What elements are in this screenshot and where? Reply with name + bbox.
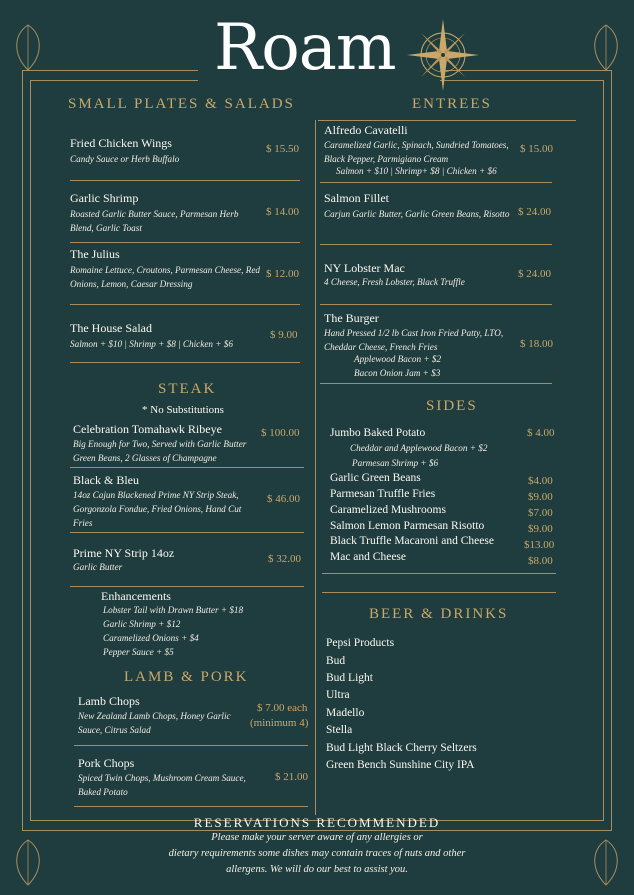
side-price: $ 4.00 [527,427,555,439]
footer-note: allergens. We will do our best to assist you. [226,864,408,875]
drink-item: Ultra [326,689,350,701]
item-price-note: (minimum 4) [250,717,309,729]
side-price: $4.00 [528,475,553,487]
item-description: Spiced Twin Chops, Mushroom Cream Sauce, Baked Potato [78,773,246,797]
steak-note: * No Substitutions [142,404,224,416]
item-name: The Julius [70,247,120,261]
drink-item: Madello [326,707,365,719]
divider [70,532,304,533]
leaf-ornament-icon [8,20,48,75]
drink-item: Bud [326,655,346,667]
drink-item: Pepsi Products [326,637,395,649]
drink-item: Bud Light [326,672,373,684]
item-description: New Zealand Lamb Chops, Honey Garlic Sauce, Citrus Salad [78,711,231,735]
item-description: Salmon + $10 | Shrimp + $8 | Chicken + $6 [70,339,233,349]
divider [70,467,304,468]
side-name: Black Truffle Macaroni and Cheese [330,535,494,547]
divider [70,242,300,243]
item-name: Alfredo Cavatelli [324,123,408,137]
item-price: $ 24.00 [518,268,551,280]
section-title-steak: STEAK [158,381,217,397]
item-description: Big Enough for Two, Served with Garlic Butter Green Beans, 2 Glasses of Champagne [73,439,247,463]
item-description: Hand Pressed 1/2 lb Cast Iron Fried Patty, LTO, Cheddar Cheese, French Fries [324,328,504,352]
side-price: $13.00 [524,539,555,551]
item-description: Candy Sauce or Herb Buffalo [70,154,180,164]
item-name: The Burger [324,311,379,325]
item-name: Fried Chicken Wings [70,136,172,150]
item-description: Roasted Garlic Butter Sauce, Parmesan Herb Blend, Garlic Toast [70,209,239,233]
divider [320,182,552,183]
item-price: $ 100.00 [261,427,300,439]
item-description: Romaine Lettuce, Croutons, Parmesan Cheese, Red Onions, Lemon, Caesar Dressing [70,265,261,289]
side-name: Mac and Cheese [330,551,406,563]
item-price: $ 32.00 [268,553,301,565]
side-name: Garlic Green Beans [330,472,421,484]
enhancement-line: Lobster Tail with Drawn Butter + $18 [103,605,244,615]
drink-item: Stella [326,724,353,736]
footer-title: RESERVATIONS RECOMMENDED [193,815,441,830]
side-price: $7.00 [528,507,553,519]
item-price: $ 46.00 [267,493,300,505]
item-name: NY Lobster Mac [324,261,405,275]
side-option: Cheddar and Applewood Bacon + $2 [350,443,488,453]
divider [320,383,552,384]
leaf-ornament-icon [8,835,48,890]
item-description: Carjun Garlic Butter, Garlic Green Beans, Risotto [324,209,510,219]
divider [322,573,556,574]
side-price: $8.00 [528,555,553,567]
item-name: Lamb Chops [78,694,140,708]
enhancement-line: Pepper Sauce + $5 [103,647,174,657]
item-addon: Applewood Bacon + $2 [354,354,442,364]
enhancement-line: Garlic Shrimp + $12 [103,619,181,629]
item-price: $ 21.00 [275,771,308,783]
drink-item: Green Bench Sunshine City IPA [326,759,475,771]
item-price: $ 24.00 [518,206,551,218]
side-price: $9.00 [528,491,553,503]
divider [320,244,552,245]
brand-logo: Roam [214,11,396,85]
side-price: $9.00 [528,523,553,535]
item-price: $ 15.50 [266,143,299,155]
section-title-entrees: ENTREES [412,96,492,112]
item-description: Caramelized Garlic, Spinach, Sundried Tomatoes, Black Pepper, Parmigiano Cream [324,140,509,164]
section-title-drinks: BEER & DRINKS [369,606,509,622]
footer-note: dietary requirements some dishes may contain traces of nuts and other [168,848,466,859]
divider [70,362,300,363]
item-price: $ 12.00 [266,268,299,280]
item-description: 14oz Cajun Blackened Prime NY Strip Steak, Gorgonzola Fondue, Fried Onions, Hand Cut Fries [73,490,242,528]
section-title-small-plates: SMALL PLATES & SALADS [68,96,295,112]
divider [320,304,552,305]
section-title-sides: SIDES [426,398,478,414]
divider [70,586,304,587]
item-price: $ 7.00 each [257,702,308,714]
section-title-lamb-pork: LAMB & PORK [124,669,249,685]
footer-note: Please make your server aware of any allergies or [211,832,423,843]
side-name: Jumbo Baked Potato [330,427,426,439]
leaf-ornament-icon [586,20,626,75]
leaf-ornament-icon [586,835,626,890]
side-option: Parmesan Shrimp + $6 [352,458,439,468]
item-description: Garlic Butter [73,562,123,572]
divider [74,806,308,807]
item-name: Salmon Fillet [324,191,390,205]
item-price: $ 14.00 [266,206,299,218]
item-addon: Bacon Onion Jam + $3 [354,368,441,378]
item-price: $ 18.00 [520,338,553,350]
divider [74,745,308,746]
side-name: Caramelized Mushrooms [330,504,446,516]
item-name: Celebration Tomahawk Ribeye [73,422,222,436]
compass-icon [404,16,482,94]
item-price: $ 9.00 [270,329,298,341]
drink-item: Bud Light Black Cherry Seltzers [326,742,477,754]
item-price: $ 15.00 [520,143,553,155]
item-name: The House Salad [70,321,152,335]
item-name: Black & Bleu [73,473,139,487]
item-name: Prime NY Strip 14oz [73,546,175,560]
side-name: Parmesan Truffle Fries [330,488,436,500]
side-name: Salmon Lemon Parmesan Risotto [330,520,485,532]
item-description: 4 Cheese, Fresh Lobster, Black Truffle [324,277,465,287]
enhancement-line: Caramelized Onions + $4 [103,633,199,643]
divider [70,304,300,305]
enhancements-title: Enhancements [101,589,171,603]
item-name: Garlic Shrimp [70,191,139,205]
item-addons: Salmon + $10 | Shrimp+ $8 | Chicken + $6 [336,166,497,176]
divider [322,592,556,593]
divider [70,180,300,181]
item-name: Pork Chops [78,756,135,770]
